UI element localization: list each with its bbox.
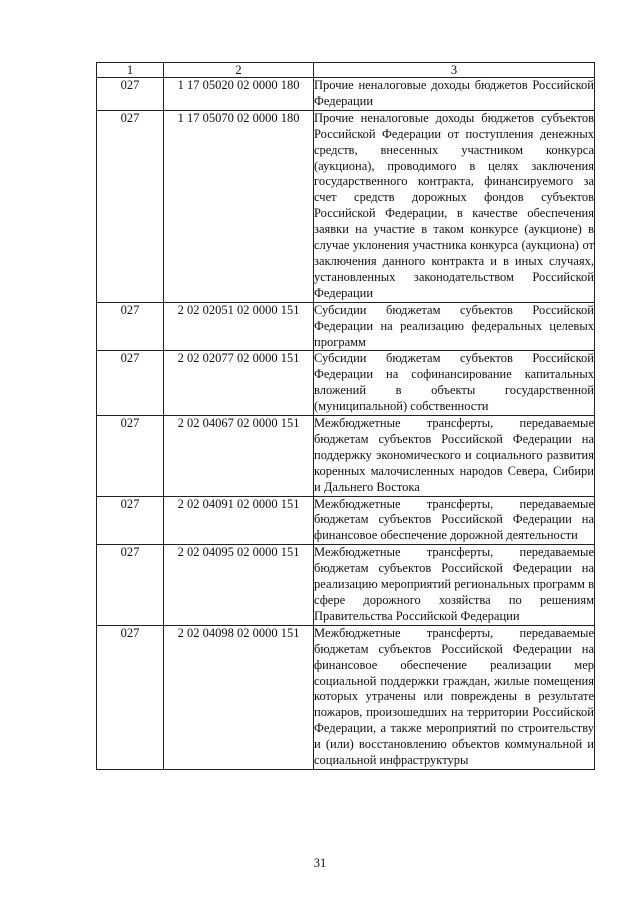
column-header-2: 2 <box>164 63 314 78</box>
table-row <box>97 625 595 769</box>
admin-code-cell: 027 <box>97 545 164 626</box>
description-cell: Межбюджетные трансферты, передаваемые бюджетам субъектов Российской Федерации на поддержку экономического и социального развития коренных малочисленных народов Севера, Сибири и Дальнего Востока <box>314 416 595 497</box>
description-cell: Межбюджетные трансферты, передаваемые бюджетам субъектов Российской Федерации на финансовое обеспечение реализации мер социальной поддержки граждан, жилые помещения которых утрачены или повреждены в результате пожаров, произошедших на территории Российской Федерации, а также мероприятий по строительству и (или) восстановлению объектов коммунальной и социальной инфраструктуры <box>314 625 595 769</box>
description-cell: Межбюджетные трансферты, передаваемые бюджетам субъектов Российской Федерации на финансовое обеспечение дорожной деятельности <box>314 496 595 545</box>
table-row <box>97 78 595 111</box>
table-row <box>97 351 595 416</box>
budget-code-cell: 1 17 05070 02 0000 180 <box>164 110 314 302</box>
table-header <box>97 63 595 78</box>
budget-code-cell: 2 02 02051 02 0000 151 <box>164 302 314 351</box>
admin-code-cell: 027 <box>97 496 164 545</box>
table-row <box>97 545 595 626</box>
description-cell: Прочие неналоговые доходы бюджетов субъектов Российской Федерации от поступления денежных средств, внесенных участником конкурса (аукциона), проводимого в целях заключения государственного контракта, финансируемого за счет средств дорожных фондов субъектов Российской Федерации, в качестве обеспечения заявки на участие в таком конкурсе (аукционе) в случае уклонения участника конкурса (аукциона) от заключения данного контракта и в иных случаях, установленных законодательством Российской Федерации <box>314 110 595 302</box>
admin-code-cell: 027 <box>97 78 164 111</box>
admin-code-cell: 027 <box>97 416 164 497</box>
budget-code-cell: 2 02 04067 02 0000 151 <box>164 416 314 497</box>
description-cell: Межбюджетные трансферты, передаваемые бюджетам субъектов Российской Федерации на реализацию мероприятий региональных программ в сфере дорожного хозяйства по решениям Правительства Российской Федерации <box>314 545 595 626</box>
admin-code-cell: 027 <box>97 110 164 302</box>
budget-revenue-table <box>96 62 595 770</box>
table-row <box>97 110 595 302</box>
description-cell: Прочие неналоговые доходы бюджетов Российской Федерации <box>314 78 595 111</box>
budget-code-cell: 2 02 04091 02 0000 151 <box>164 496 314 545</box>
description-cell: Субсидии бюджетам субъектов Российской Федерации на софинансирование капитальных вложений в объекты государственной (муниципальной) собственности <box>314 351 595 416</box>
description-cell: Субсидии бюджетам субъектов Российской Федерации на реализацию федеральных целевых программ <box>314 302 595 351</box>
column-header-1: 1 <box>97 63 164 78</box>
admin-code-cell: 027 <box>97 302 164 351</box>
budget-code-cell: 2 02 04098 02 0000 151 <box>164 625 314 769</box>
table-row <box>97 302 595 351</box>
header-row <box>97 63 595 78</box>
column-header-3: 3 <box>314 63 595 78</box>
admin-code-cell: 027 <box>97 351 164 416</box>
table-body <box>97 78 595 770</box>
table-row <box>97 416 595 497</box>
budget-code-cell: 2 02 04095 02 0000 151 <box>164 545 314 626</box>
admin-code-cell: 027 <box>97 625 164 769</box>
budget-code-cell: 1 17 05020 02 0000 180 <box>164 78 314 111</box>
page-number: 31 <box>313 856 327 870</box>
budget-code-cell: 2 02 02077 02 0000 151 <box>164 351 314 416</box>
table-row <box>97 496 595 545</box>
